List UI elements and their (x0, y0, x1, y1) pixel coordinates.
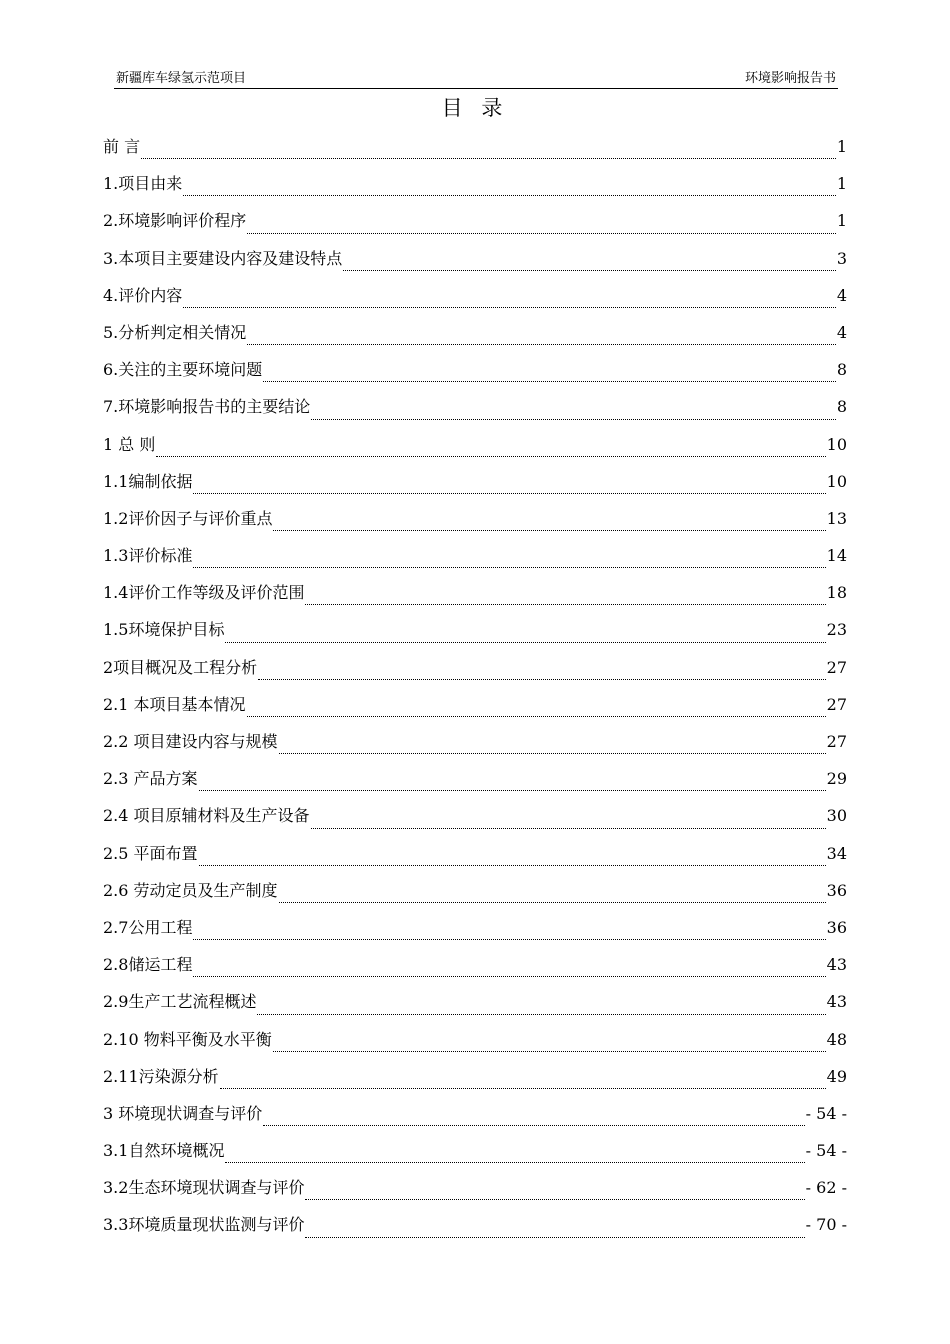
toc-dot-leader (199, 789, 826, 791)
toc-entry-page-number: 18 (826, 583, 847, 603)
toc-entry[interactable] (103, 615, 847, 652)
toc-entry-label: 前 言 (103, 137, 141, 156)
toc-entry-label: 3.2生态环境现状调查与评价 (103, 1178, 305, 1198)
toc-entry[interactable] (103, 1062, 847, 1099)
toc-entry-label: 1.3评价标准 (103, 546, 193, 566)
toc-entry[interactable] (103, 653, 847, 690)
toc-entry[interactable] (103, 913, 847, 950)
toc-entry-label: 7.环境影响报告书的主要结论 (103, 397, 311, 417)
toc-entry-page-number: 27 (826, 657, 847, 677)
toc-entry-page-number: 30 (826, 806, 847, 826)
toc-dot-leader (247, 343, 836, 345)
toc-dot-leader (273, 1050, 826, 1052)
toc-entry[interactable] (103, 355, 847, 392)
toc-dot-leader (263, 380, 836, 382)
toc-entry-label: 2.9生产工艺流程概述 (103, 992, 257, 1012)
toc-dot-leader (263, 1124, 804, 1126)
toc-dot-leader (279, 901, 826, 903)
toc-entry-label: 3.3环境质量现状监测与评价 (103, 1215, 305, 1235)
toc-entry-label: 3 环境现状调查与评价 (103, 1103, 263, 1123)
toc-entry-page-number: 48 (826, 1029, 847, 1049)
toc-entry[interactable] (103, 206, 847, 243)
toc-entry-page-number: 49 (826, 1066, 847, 1086)
toc-entry-page-number: 8 (836, 360, 847, 380)
toc-entry-page-number: - 62 - (805, 1178, 847, 1198)
toc-entry-page-number: 10 (826, 434, 847, 454)
toc-entry-label: 2.6 劳动定员及生产制度 (103, 880, 278, 900)
toc-dot-leader (199, 864, 826, 866)
toc-entry[interactable] (103, 430, 847, 467)
toc-dot-leader (193, 938, 825, 940)
toc-entry-label: 1.项目由来 (103, 174, 183, 194)
toc-entry-label: 5.分析判定相关情况 (103, 322, 247, 342)
toc-entry[interactable] (103, 1136, 847, 1173)
toc-entry[interactable] (103, 169, 847, 206)
toc-entry[interactable] (103, 727, 847, 764)
toc-entry-label: 2.环境影响评价程序 (103, 211, 247, 231)
toc-entry-page-number: 4 (836, 322, 847, 342)
toc-dot-leader (193, 975, 825, 977)
toc-entry[interactable] (103, 467, 847, 504)
toc-dot-leader (311, 827, 826, 829)
toc-entry-label: 3.1自然环境概况 (103, 1141, 225, 1161)
toc-entry-label: 2.10 物料平衡及水平衡 (103, 1029, 272, 1049)
toc-entry[interactable] (103, 132, 847, 169)
toc-dot-leader (247, 715, 826, 717)
toc-title: 目 录 (441, 96, 509, 120)
toc-entry[interactable] (103, 541, 847, 578)
toc-entry-label: 1 总 则 (103, 434, 156, 454)
toc-entry[interactable] (103, 1025, 847, 1062)
toc-entry[interactable] (103, 1210, 847, 1247)
toc-entry-page-number: - 54 - (805, 1141, 847, 1161)
toc-entry-page-number: 13 (826, 508, 847, 528)
toc-entry-page-number: 23 (826, 620, 847, 640)
toc-dot-leader (305, 603, 825, 605)
toc-dot-leader (141, 157, 836, 159)
toc-entry-page-number: 43 (826, 992, 847, 1012)
toc-entry[interactable] (103, 281, 847, 318)
toc-entry[interactable] (103, 950, 847, 987)
toc-dot-leader (225, 1161, 804, 1163)
toc-entry-page-number: 36 (826, 917, 847, 937)
toc-entry[interactable] (103, 504, 847, 541)
toc-dot-leader (193, 492, 825, 494)
toc-entry-label: 2.4 项目原辅材料及生产设备 (103, 806, 310, 826)
toc-entry[interactable] (103, 318, 847, 355)
toc-entry-label: 1.4评价工作等级及评价范围 (103, 583, 305, 603)
toc-entry-label: 2项目概况及工程分析 (103, 657, 258, 677)
toc-entry-label: 2.1 本项目基本情况 (103, 694, 246, 714)
toc-entry-label: 1.5环境保护目标 (103, 620, 225, 640)
toc-entry[interactable] (103, 392, 847, 429)
toc-entry-page-number: 3 (836, 248, 847, 268)
toc-entry-page-number: 34 (826, 843, 847, 863)
toc-entry-label: 1.1编制依据 (103, 471, 193, 491)
toc-dot-leader (247, 232, 836, 234)
toc-entry-page-number: 14 (826, 546, 847, 566)
table-of-contents (103, 132, 847, 1248)
toc-dot-leader (258, 678, 825, 680)
toc-entry-label: 2.11污染源分析 (103, 1066, 219, 1086)
toc-entry[interactable] (103, 764, 847, 801)
toc-entry[interactable] (103, 876, 847, 913)
toc-entry-label: 4.评价内容 (103, 285, 183, 305)
toc-entry-page-number: 27 (826, 732, 847, 751)
toc-dot-leader (305, 1236, 804, 1238)
toc-entry-label: 2.3 产品方案 (103, 769, 198, 789)
toc-dot-leader (257, 1013, 825, 1015)
toc-entry-page-number: - 70 - (805, 1215, 847, 1235)
toc-entry[interactable] (103, 801, 847, 838)
toc-entry-page-number: 4 (836, 285, 847, 305)
toc-entry-page-number: 29 (826, 769, 847, 789)
toc-entry-page-number: 27 (826, 694, 847, 714)
toc-entry-page-number: 36 (826, 880, 847, 900)
page-header (114, 66, 838, 89)
toc-entry[interactable] (103, 244, 847, 281)
toc-entry-page-number: 1 (836, 174, 847, 194)
toc-entry-label: 2.2 项目建设内容与规模 (103, 732, 278, 751)
toc-entry-page-number: 1 (836, 211, 847, 231)
toc-dot-leader (305, 1198, 804, 1200)
header-document-type: 环境影响报告书 (744, 71, 836, 86)
toc-dot-leader (193, 566, 825, 568)
toc-entry[interactable] (103, 1099, 847, 1136)
toc-entry-label: 6.关注的主要环境问题 (103, 360, 263, 380)
toc-entry-label: 3.本项目主要建设内容及建设特点 (103, 248, 343, 268)
toc-dot-leader (220, 1087, 826, 1089)
toc-entry[interactable] (103, 987, 847, 1024)
toc-entry[interactable] (103, 690, 847, 727)
toc-dot-leader (225, 641, 825, 643)
toc-entry-page-number: 10 (826, 471, 847, 491)
toc-entry-label: 2.5 平面布置 (103, 843, 198, 863)
toc-entry-label: 2.8储运工程 (103, 955, 193, 975)
toc-entry-page-number: - 54 - (805, 1103, 847, 1123)
toc-entry[interactable] (103, 578, 847, 615)
toc-entry[interactable] (103, 839, 847, 876)
toc-dot-leader (183, 194, 836, 196)
toc-entry[interactable] (103, 1173, 847, 1210)
toc-dot-leader (311, 418, 836, 420)
toc-dot-leader (343, 269, 836, 271)
toc-dot-leader (156, 455, 825, 457)
toc-entry-label: 2.7公用工程 (103, 917, 193, 937)
toc-entry-page-number: 43 (826, 955, 847, 975)
toc-entry-page-number: 1 (836, 137, 847, 156)
toc-dot-leader (183, 306, 836, 308)
header-project-name: 新疆库车绿氢示范项目 (116, 71, 247, 86)
toc-dot-leader (273, 529, 825, 531)
toc-dot-leader (279, 752, 826, 754)
toc-entry-label: 1.2评价因子与评价重点 (103, 508, 273, 528)
toc-entry-page-number: 8 (836, 397, 847, 417)
